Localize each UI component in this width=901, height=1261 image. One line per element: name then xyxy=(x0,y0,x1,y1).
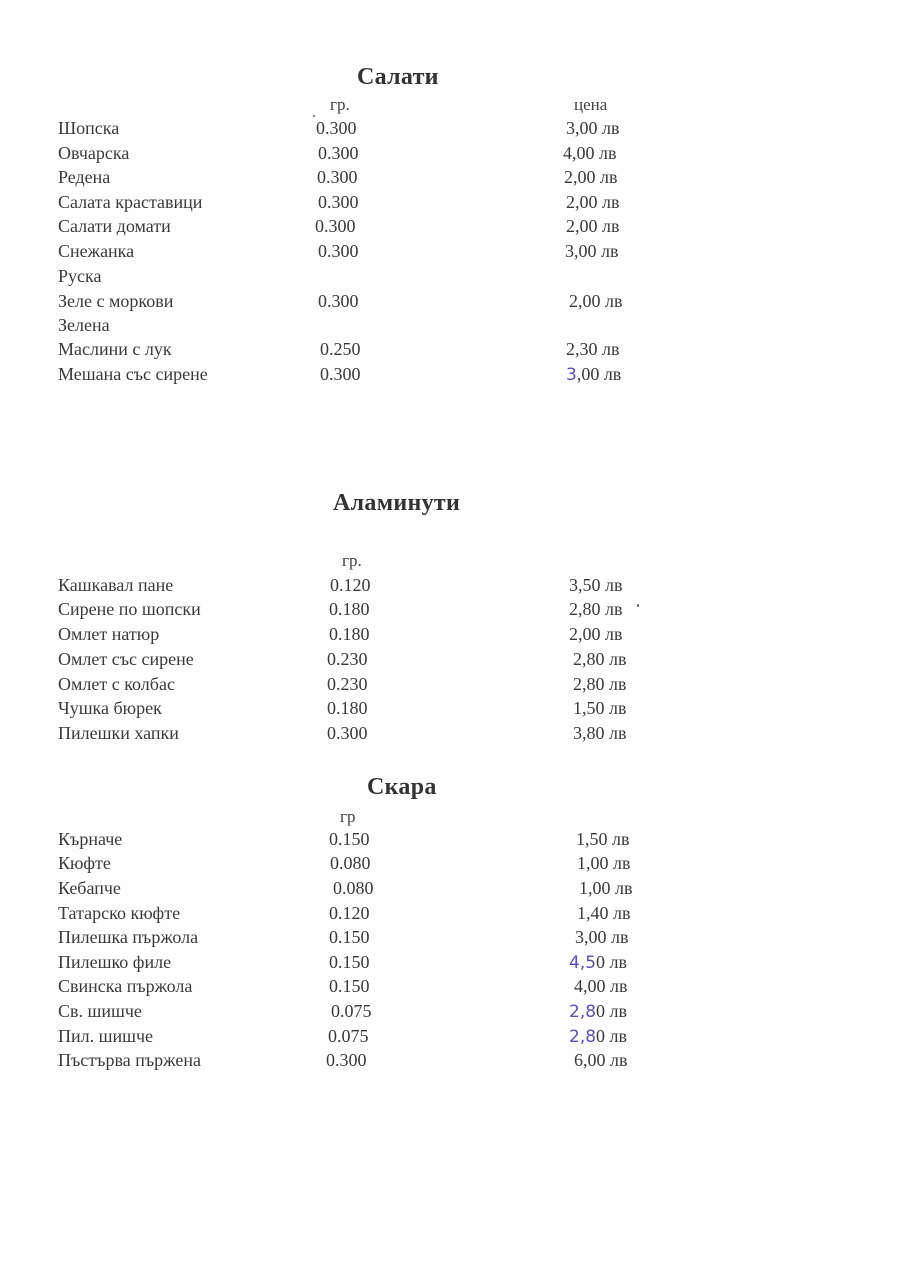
menu-row xyxy=(0,976,901,1000)
section-title-salads: Салати xyxy=(357,64,439,90)
menu-row xyxy=(0,1001,901,1025)
item-weight: 0.150 xyxy=(329,927,370,947)
menu-row xyxy=(0,649,901,673)
scan-speck xyxy=(313,115,315,117)
menu-row xyxy=(0,192,901,216)
item-weight: 0.230 xyxy=(327,674,368,694)
item-weight: 0.300 xyxy=(318,241,359,261)
item-price: 4,00 лв xyxy=(563,143,617,163)
menu-row xyxy=(0,723,901,747)
menu-row xyxy=(0,216,901,240)
item-weight: 0.300 xyxy=(320,364,361,384)
item-weight: 0.300 xyxy=(318,192,359,212)
item-name: Овчарска xyxy=(58,143,130,163)
item-name: Салати домати xyxy=(58,216,171,236)
item-name: Снежанка xyxy=(58,241,135,261)
item-name: Кашкавал пане xyxy=(58,575,174,595)
item-weight: 0.150 xyxy=(329,829,370,849)
item-weight: 0.300 xyxy=(315,216,356,236)
menu-row xyxy=(0,575,901,599)
item-weight: 0.080 xyxy=(330,853,371,873)
item-name: Кебапче xyxy=(58,878,121,898)
item-weight: 0.150 xyxy=(329,976,370,996)
item-name: Шопска xyxy=(58,118,120,138)
menu-row xyxy=(0,339,901,363)
scan-speck xyxy=(637,604,639,607)
item-weight: 0.300 xyxy=(318,143,359,163)
menu-row xyxy=(0,698,901,722)
item-weight: 0.300 xyxy=(327,723,368,743)
handwritten-correction: 3 xyxy=(566,365,577,385)
menu-row xyxy=(0,143,901,167)
item-price: 2,80 лв xyxy=(569,599,623,619)
item-name: Маслини с лук xyxy=(58,339,172,359)
item-name: Омлет със сирене xyxy=(58,649,194,669)
item-name: Сирене по шопски xyxy=(58,599,201,619)
item-price: 2,00 лв xyxy=(564,167,618,187)
item-price: 3,00 лв xyxy=(565,241,619,261)
item-weight: 0.120 xyxy=(329,903,370,923)
item-price: 4,00 лв xyxy=(574,976,628,996)
item-weight: 0.075 xyxy=(328,1026,369,1046)
item-weight: 0.180 xyxy=(329,624,370,644)
menu-row xyxy=(0,927,901,951)
item-price: 2,00 лв xyxy=(566,216,620,236)
item-name: Пилешко филе xyxy=(58,952,172,972)
menu-row xyxy=(0,167,901,191)
item-weight: 0.180 xyxy=(329,599,370,619)
menu-row xyxy=(0,599,901,623)
item-price: 1,50 лв xyxy=(576,829,630,849)
item-weight: 0.150 xyxy=(329,952,370,972)
item-weight: 0.230 xyxy=(327,649,368,669)
item-price: 1,00 лв xyxy=(579,878,633,898)
item-price-corrected: 4,50 лв xyxy=(569,952,628,973)
item-price: 2,30 лв xyxy=(566,339,620,359)
weight-header: гр xyxy=(340,807,356,826)
item-name: Кърначе xyxy=(58,829,123,849)
handwritten-correction: 4,5 xyxy=(569,953,597,973)
item-name: Редена xyxy=(58,167,111,187)
item-weight: 0.300 xyxy=(326,1050,367,1070)
item-name: Омлет с колбас xyxy=(58,674,175,694)
item-price: 2,00 лв xyxy=(566,192,620,212)
menu-row xyxy=(0,266,901,290)
item-weight: 0.300 xyxy=(316,118,357,138)
item-price: 2,80 лв xyxy=(573,649,627,669)
item-price: 6,00 лв xyxy=(574,1050,628,1070)
weight-header: гр. xyxy=(330,95,350,114)
item-price: 3,00 лв xyxy=(566,118,620,138)
menu-row xyxy=(0,853,901,877)
item-name: Пъстърва пържена xyxy=(58,1050,201,1070)
item-price: 2,00 лв xyxy=(569,291,623,311)
item-name: Руска xyxy=(58,266,102,286)
item-weight: 0.180 xyxy=(327,698,368,718)
item-weight: 0.250 xyxy=(320,339,361,359)
item-name: Пилешка пържола xyxy=(58,927,199,947)
item-weight: 0.080 xyxy=(333,878,374,898)
item-name: Чушка бюрек xyxy=(58,698,162,718)
item-name: Омлет натюр xyxy=(58,624,160,644)
item-price: 1,40 лв xyxy=(577,903,631,923)
item-name: Св. шишче xyxy=(58,1001,142,1021)
menu-row xyxy=(0,118,901,142)
menu-row xyxy=(0,952,901,976)
item-price: 1,00 лв xyxy=(577,853,631,873)
item-weight: 0.300 xyxy=(318,291,359,311)
item-weight: 0.075 xyxy=(331,1001,372,1021)
handwritten-correction: 2,8 xyxy=(569,1027,597,1047)
item-weight: 0.120 xyxy=(330,575,371,595)
item-name: Пил. шишче xyxy=(58,1026,154,1046)
menu-row xyxy=(0,291,901,315)
menu-row xyxy=(0,364,901,388)
item-name: Салата краставици xyxy=(58,192,203,212)
item-price: 3,80 лв xyxy=(573,723,627,743)
section-title-grill: Скара xyxy=(367,774,437,800)
item-price: 2,00 лв xyxy=(569,624,623,644)
item-price: 1,50 лв xyxy=(573,698,627,718)
item-name: Зеле с моркови xyxy=(58,291,174,311)
section-title-a-la-minute: Аламинути xyxy=(333,490,461,516)
item-price: 3,00 лв xyxy=(575,927,629,947)
price-header: цена xyxy=(574,95,608,114)
menu-row xyxy=(0,1026,901,1050)
item-name: Мешана със сирене xyxy=(58,364,208,384)
item-price-corrected: 2,80 лв xyxy=(569,1026,628,1047)
menu-row xyxy=(0,878,901,902)
item-price: 3,50 лв xyxy=(569,575,623,595)
weight-header: гр. xyxy=(342,551,362,570)
item-name: Татарско кюфте xyxy=(58,903,181,923)
menu-row xyxy=(0,674,901,698)
item-name: Свинска пържола xyxy=(58,976,193,996)
menu-row xyxy=(0,315,901,339)
item-name: Кюфте xyxy=(58,853,111,873)
item-price-corrected: 3,00 лв xyxy=(566,364,622,385)
item-weight: 0.300 xyxy=(317,167,358,187)
item-name: Пилешки хапки xyxy=(58,723,179,743)
item-name: Зелена xyxy=(58,315,110,335)
handwritten-correction: 2,8 xyxy=(569,1002,597,1022)
menu-row xyxy=(0,1050,901,1074)
item-price: 2,80 лв xyxy=(573,674,627,694)
menu-row xyxy=(0,903,901,927)
menu-row xyxy=(0,624,901,648)
menu-row xyxy=(0,241,901,265)
item-price-corrected: 2,80 лв xyxy=(569,1001,628,1022)
menu-row xyxy=(0,829,901,853)
